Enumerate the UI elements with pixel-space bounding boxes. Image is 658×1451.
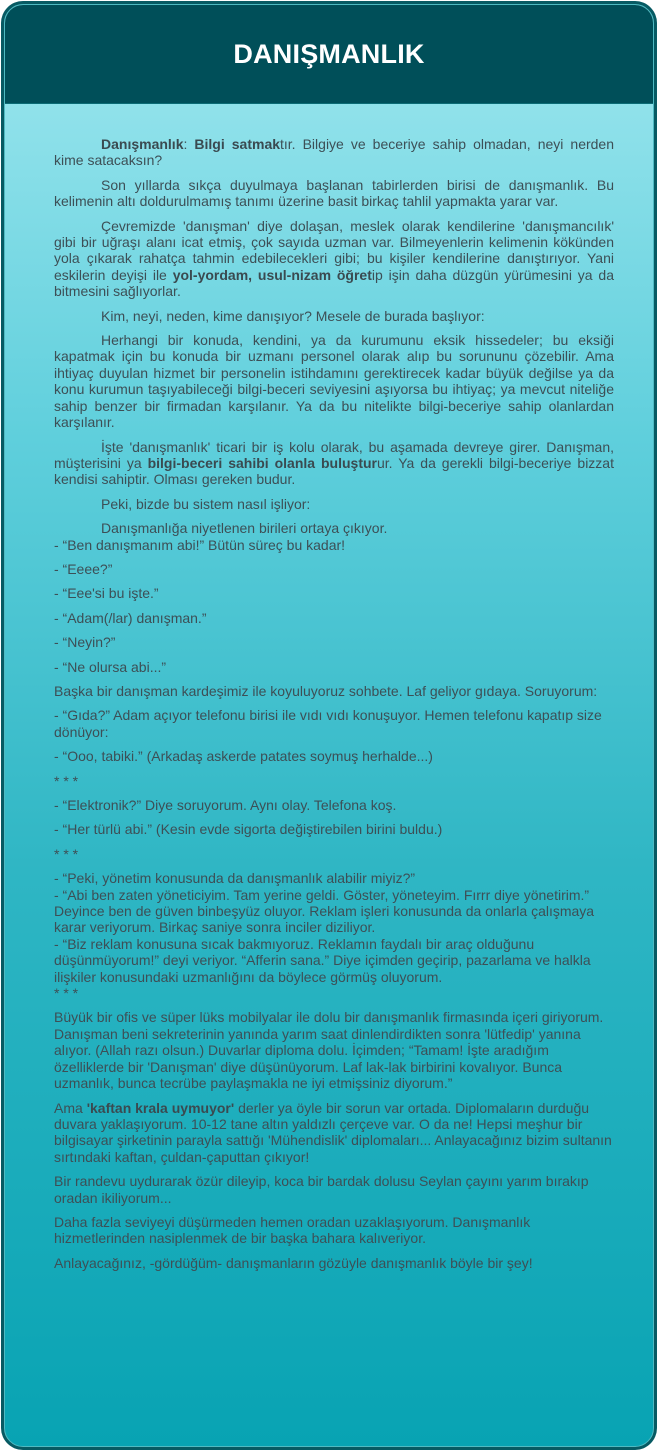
- dialogue-line: - “Abi ben zaten yöneticiyim. Tam yerine geldi. Göster, yöneteyim. Fırrr diye yönetirim.” Deyince ben de güven binbeşyüz oluyor. Reklam işleri konusunda da onlarla çalışmaya karar veriyorum. Birkaç saniye sonra inciler diziliyor.: [54, 886, 595, 936]
- paragraph-intro: [54, 136, 614, 169]
- text-span: Ama: [54, 1099, 87, 1116]
- dialogue-line: - “Eee'si bu işte.”: [54, 585, 159, 602]
- article-card: [1, 1, 657, 1450]
- article-panel: [4, 4, 654, 1447]
- paragraph: Daha fazla seviyeyi düşürmeden hemen oradan uzaklaşıyorum. Danışmanlık hizmetlerinden nasiplenmek de bir başka bahara kalıveriyor.: [54, 1213, 531, 1247]
- paragraph: Bir randevu uydurarak özür dileyip, koca bir bardak dolusu Seylan çayını yarım bırakıp oradan ikiliyorum...: [54, 1173, 589, 1206]
- header-bar: [5, 5, 653, 104]
- dialogue-line: - “Adam(/lar) danışman.”: [54, 609, 207, 626]
- bold-text: 'kaftan krala uymuyor': [86, 1099, 235, 1116]
- dialogue-line: - “Elektronik?” Diye soruyorum. Aynı olay. Telefona koş.: [54, 797, 397, 813]
- dialogue-line: - “Biz reklam konusuna sıcak bakmıyoruz. Reklamın faydalı bir araç olduğunu düşünmüyorum!” deyi veriyor. “Afferin sana.” Diye içimden geçirip, pazarlama ve halkla ilişkiler konusundaki uzmanlığını da böylece görmüş oluyorum.: [54, 935, 591, 985]
- section-separator: * * *: [54, 845, 79, 862]
- article-body: [54, 136, 614, 1279]
- text-span: ip işin daha düzgün yürümesini ya da bitmesini sağlıyorlar.: [54, 266, 614, 300]
- dialogue-line: - “Ben danışmanım abi!” Bütün süreç bu kadar!: [54, 536, 346, 553]
- bold-text: bilgi-beceri sahibi olanla buluştur: [147, 454, 377, 471]
- text-span: Çevremizde 'danışman' diye dolaşan, meslek olarak kendilerine 'danışmancılık' gibi bir uğraşı alanı icat etmiş, çok sayıda uzman var. Bilmeyenlerin kelimenin kökünden yola çıkarak rahatça tahmin edebilecekleri gibi; bu kişiler kendilerine danıştırıyor. Yani eskilerin deyişi ile: [54, 217, 614, 283]
- bold-text: yol-yordam, usul-nizam öğret: [172, 266, 372, 283]
- text-span: ur. Ya da gerekli bilgi-beceriye bizzat kendisi sahiptir. Olması gereken budur.: [54, 454, 614, 488]
- paragraph: [54, 439, 614, 488]
- section-separator: * * *: [54, 772, 79, 789]
- paragraph-closing: Anlayacağınız, -gördüğüm- danışmanların gözüyle danışmanlık böyle bir şey!: [54, 1254, 533, 1271]
- dialogue-line: - “Gıda?” Adam açıyor telefonu birisi ile vıdı vıdı konuşuyor. Hemen telefonu kapatıp size dönüyor:: [54, 707, 602, 740]
- section-separator: * * *: [54, 985, 79, 1002]
- dialogue-line: - “Peki, yönetim konusunda da danışmanlık alabilir miyiz?”: [54, 870, 416, 887]
- paragraph: Danışmanlığa niyetlenen birileri ortaya çıkıyor.: [101, 520, 388, 537]
- paragraph: Son yıllarda sıkça duyulmaya başlanan tabirlerden birisi de danışmanlık. Bu kelimenin altı doldurulmamış tanımı üzerine basit birkaç tahlil yapmakta yarar var.: [54, 176, 614, 210]
- dialogue-line: - “Her türlü abi.” (Kesin evde sigorta değiştirebilen birini buldu.): [54, 821, 443, 838]
- paragraph: [54, 1100, 614, 1166]
- bold-text: Bilgi satmak: [194, 136, 281, 152]
- dialogue-line: - “Neyin?”: [54, 634, 116, 651]
- bold-text: Danışmanlık: [101, 136, 184, 152]
- paragraph: Herhangi bir konuda, kendini, ya da kurumunu eksik hissedeler; bu eksiği kapatmak için bu konuda bir uzmanı personel olarak alıp bu sorununu çözebilir. Ama ihtiyaç duyulan hizmet bir personelin istihdamını gerektirecek kadar büyük değilse ya da konu kurumun taşıyabileceği bilgi-beceri seviyesini aşıyorsa bu ihtiyaç; ya mevcut niteliğe sahip benzer bir firmadan karşılanır. Ya da bu nitelikte bilgi-beceriye sahip olanlardan karşılanır.: [54, 332, 614, 431]
- text-span: :: [183, 136, 195, 152]
- dialogue-line: - “Ne olursa abi...”: [54, 658, 167, 675]
- paragraph: Başka bir danışman kardeşimiz ile koyuluyoruz sohbete. Laf geliyor gıdaya. Soruyorum:: [54, 682, 598, 699]
- paragraph: Kim, neyi, neden, kime danışıyor? Mesele de burada başlıyor:: [101, 307, 485, 324]
- page-title: DANIŞMANLIK: [233, 39, 425, 69]
- paragraph: [54, 218, 614, 300]
- text-span: İşte 'danışmanlık' ticari bir iş kolu olarak, bu aşamada devreye girer. Danışman, müşterisini ya: [54, 438, 614, 471]
- text-span: derler ya öyle bir sorun var ortada. Diplomaların durduğu duvara yaklaşıyorum. 10-12 tane altın yaldızlı çerçeve var. O da ne! Hepsi meşhur bir bilgisayar şirketinin parayla sattığı 'Mühendislik' diplomaları... Anlayacağınız bizim sultanın sırtındaki kaftan, çuldan-çaputtan çıkıyor!: [54, 1099, 612, 1165]
- text-span: tır. Bilgiye ve beceriye sahip olmadan, neyi nerden kime satacaksın?: [54, 136, 614, 169]
- paragraph: Büyük bir ofis ve süper lüks mobilyalar ile dolu bir danışmanlık firmasında içeri giriyorum. Danışman beni sekreterinin yanında yarım saat dinlendirdikten sonra 'lütfedip' yanına alıyor. (Allah razı olsun.) Duvarlar diploma dolu. İçimden; “Tamam! İşte aradığım özelliklerde bir 'Danışman' diye düşünüyorum. Laf lak-lak birbirini kovalıyor. Bunca uzmanlık, bunca tecrübe paylaşmakla ne iyi etmişsiniz diyorum.”: [54, 1009, 604, 1092]
- dialogue-line: - “Ooo, tabiki.” (Arkadaş askerde patates soymuş herhalde...): [54, 748, 433, 765]
- paragraph: Peki, bizde bu sistem nasıl işliyor:: [101, 495, 311, 512]
- dialogue-line: - “Eeee?”: [54, 560, 113, 577]
